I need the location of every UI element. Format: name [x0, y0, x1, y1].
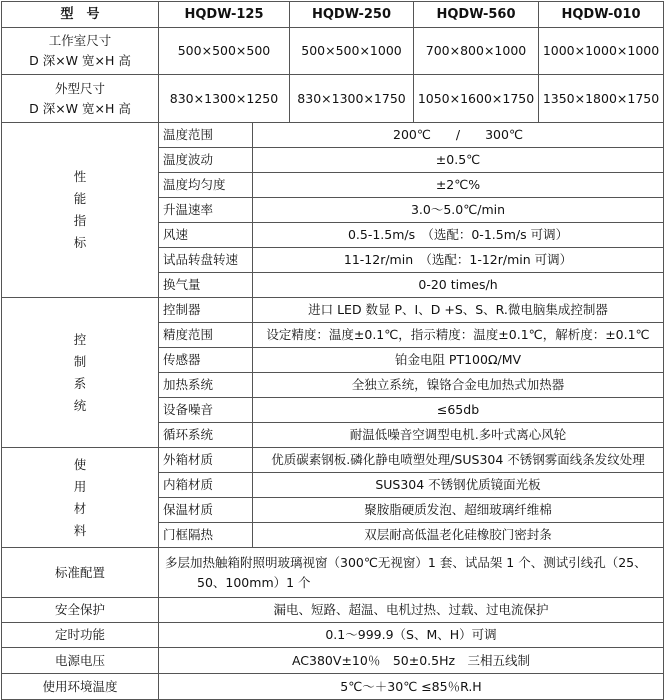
spec-name: 外箱材质	[159, 448, 253, 473]
spec-name: 循环系统	[159, 423, 253, 448]
group-char: 能	[73, 191, 87, 206]
spec-value: ≤65db	[253, 398, 664, 423]
label-line: 工作室尺寸	[48, 33, 112, 48]
spec-value: 0.5-1.5m/s （选配：0-1.5m/s 可调）	[253, 223, 664, 248]
config-line: 50、100mm）1 个	[197, 574, 311, 590]
model-header: HQDW-250	[290, 2, 414, 28]
type-label: 型 号	[2, 2, 159, 28]
group-char: 标	[73, 235, 87, 250]
spec-name: 门框隔热	[159, 523, 253, 548]
dimension-value: 1350×1800×1750	[539, 75, 664, 123]
spec-row	[2, 448, 664, 473]
spec-name: 保温材质	[159, 498, 253, 523]
bottom-row	[2, 598, 664, 623]
bottom-label: 电源电压	[2, 648, 159, 674]
dimension-value: 500×500×500	[159, 28, 290, 75]
group-char: 制	[73, 353, 87, 369]
spec-value: 200℃ / 300℃	[253, 123, 664, 148]
dimension-value: 830×1300×1250	[159, 75, 290, 123]
spec-name: 换气量	[159, 273, 253, 298]
outer-size-row	[2, 75, 664, 123]
bottom-row	[2, 623, 664, 648]
bottom-label: 安全保护	[2, 598, 159, 623]
model-header: HQDW-560	[414, 2, 539, 28]
dimension-value: 500×500×1000	[290, 28, 414, 75]
header-row	[2, 2, 664, 28]
group-char: 统	[73, 397, 87, 413]
spec-value: 铂金电阻 PT100Ω/MV	[253, 348, 664, 373]
spec-value: 3.0～5.0℃/min	[253, 198, 664, 223]
model-header: HQDW-010	[539, 2, 664, 28]
spec-value: ±0.5℃	[253, 148, 664, 173]
group-char: 料	[73, 522, 87, 538]
spec-row	[2, 123, 664, 148]
bottom-label: 使用环境温度	[2, 674, 159, 700]
label-line: D 深×W 宽×H 高	[29, 100, 131, 116]
spec-row	[2, 298, 664, 323]
spec-value: 0-20 times/h	[253, 273, 664, 298]
group-char: 控	[73, 331, 87, 347]
config-line: 多层加热触箱附照明玻璃视窗（300℃无视窗）1 套、试品架 1 个、测试引线孔（25、	[165, 554, 647, 570]
dimension-value: 700×800×1000	[414, 28, 539, 75]
spec-value: 设定精度：温度±0.1℃，指示精度：温度±0.1℃，解析度：±0.1℃	[253, 323, 664, 348]
standard-config-label: 标准配置	[2, 548, 159, 598]
spec-name: 试品转盘转速	[159, 248, 253, 273]
group-char: 材	[73, 500, 87, 516]
spec-name: 控制器	[159, 298, 253, 323]
spec-value: SUS304 不锈钢优质镜面光板	[253, 473, 664, 498]
outer-size-label	[2, 75, 159, 123]
spec-value: 双层耐高低温老化硅橡胶门密封条	[253, 523, 664, 548]
dimension-value: 830×1300×1750	[290, 75, 414, 123]
group-label-materials	[2, 448, 159, 548]
bottom-value: 漏电、短路、超温、电机过热、过载、过电流保护	[159, 598, 664, 623]
spec-name: 设备噪音	[159, 398, 253, 423]
spec-name: 加热系统	[159, 373, 253, 398]
bottom-row	[2, 674, 664, 700]
spec-name: 温度均匀度	[159, 173, 253, 198]
model-header: HQDW-125	[159, 2, 290, 28]
spec-name: 精度范围	[159, 323, 253, 348]
label-line: 外型尺寸	[54, 80, 105, 96]
bottom-value: AC380V±10％ 50±0.5Hz 三相五线制	[159, 648, 664, 674]
group-char: 使	[73, 456, 87, 472]
spec-name: 温度范围	[159, 123, 253, 148]
spec-name: 升温速率	[159, 198, 253, 223]
bottom-value: 5℃～＋30℃ ≤85％R.H	[159, 674, 664, 700]
group-char: 指	[73, 213, 87, 228]
spec-name: 传感器	[159, 348, 253, 373]
bottom-row	[2, 648, 664, 674]
spec-value: 优质碳素钢板.磷化静电喷塑处理/SUS304 不锈钢雾面线条发纹处理	[253, 448, 664, 473]
spec-value: 11-12r/min （选配：1-12r/min 可调）	[253, 248, 664, 273]
group-char: 用	[73, 478, 87, 494]
group-char: 性	[73, 169, 87, 184]
group-char: 系	[73, 375, 87, 391]
bottom-value: 0.1～999.9（S、M、H）可调	[159, 623, 664, 648]
label-line: D 深×W 宽×H 高	[29, 53, 131, 68]
dimension-value: 1000×1000×1000	[539, 28, 664, 75]
spec-value: ±2℃%	[253, 173, 664, 198]
spec-value: 聚胺脂硬质发泡、超细玻璃纤维棉	[253, 498, 664, 523]
spec-name: 内箱材质	[159, 473, 253, 498]
spec-name: 风速	[159, 223, 253, 248]
group-label-performance	[2, 123, 159, 298]
workroom-size-row	[2, 28, 664, 75]
standard-config-row	[2, 548, 664, 598]
workroom-size-label	[2, 28, 159, 75]
spec-table	[1, 1, 664, 700]
standard-config-value	[159, 548, 664, 598]
spec-value: 耐温低噪音空调型电机.多叶式离心风轮	[253, 423, 664, 448]
group-label-control	[2, 298, 159, 448]
spec-value: 进口 LED 数显 P、I、D +S、S、R.微电脑集成控制器	[253, 298, 664, 323]
spec-name: 温度波动	[159, 148, 253, 173]
dimension-value: 1050×1600×1750	[414, 75, 539, 123]
bottom-label: 定时功能	[2, 623, 159, 648]
spec-value: 全独立系统，镍铬合金电加热式加热器	[253, 373, 664, 398]
